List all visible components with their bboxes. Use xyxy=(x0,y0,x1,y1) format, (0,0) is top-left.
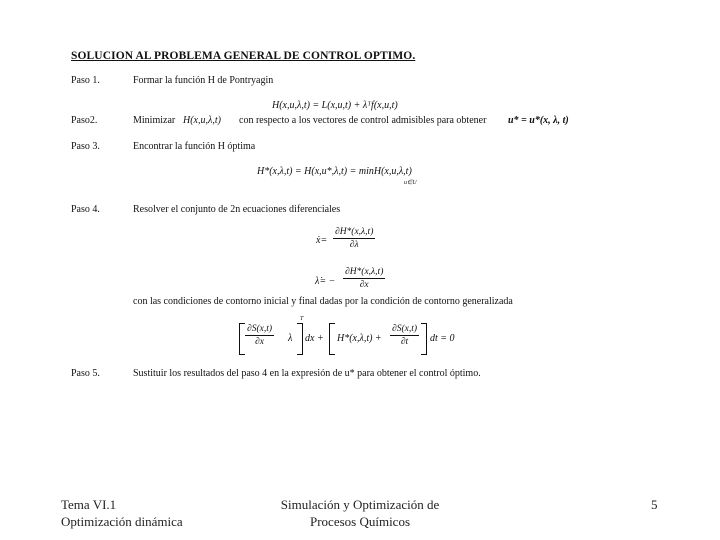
footer-topic: Tema VI.1 xyxy=(61,497,117,512)
boundary-left-bracket-2 xyxy=(329,323,335,355)
step-5-label: Paso 5. xyxy=(71,368,100,379)
hamiltonian-equation: H(x,u,λ,t) = L(x,u,t) + λᵀf(x,u,t) xyxy=(272,100,398,111)
xdot-lhs: ẋ= xyxy=(316,235,328,246)
boundary-mid: H*(x,λ,t) + xyxy=(337,333,382,344)
page-number: 5 xyxy=(651,497,658,512)
step-2-label: Paso2. xyxy=(71,115,98,126)
footer-center xyxy=(275,496,445,530)
boundary-lambda: λ xyxy=(288,333,293,344)
step-2-text-after: con respecto a los vectores de control admisibles para obtener xyxy=(239,115,487,126)
boundary-denominator-2: ∂t xyxy=(400,337,409,347)
lambdadot-numerator: ∂H*(x,λ,t) xyxy=(345,267,384,277)
xdot-denominator: ∂λ xyxy=(349,240,359,250)
boundary-denominator-1: ∂x xyxy=(255,337,264,347)
step-3-text: Encontrar la función H óptima xyxy=(133,141,256,152)
step-1-text: Formar la función H de Pontryagin xyxy=(133,75,274,86)
h-optimal-equation: H*(x,λ,t) = H(x,u*,λ,t) = minH(x,u,λ,t) xyxy=(257,166,412,177)
xdot-fraction xyxy=(333,227,375,250)
lambdadot-denominator: ∂x xyxy=(359,280,369,290)
step-2-result: u* = u*(x, λ, t) xyxy=(508,115,569,126)
boundary-dx: dx + xyxy=(305,333,324,344)
footer-left xyxy=(61,496,183,530)
step-3-label: Paso 3. xyxy=(71,141,100,152)
boundary-end: dt = 0 xyxy=(430,333,455,344)
boundary-fraction-2 xyxy=(390,324,419,347)
footer-subject: Optimización dinámica xyxy=(61,514,183,529)
boundary-numerator-2: ∂S(x,t) xyxy=(392,324,418,334)
document-title: SOLUCION AL PROBLEMA GENERAL DE CONTROL OPTIMO. xyxy=(71,50,416,62)
step-1-label: Paso 1. xyxy=(71,75,100,86)
footer-course-line-2: Procesos Químicos xyxy=(309,514,411,529)
lambdadot-fraction xyxy=(343,267,385,290)
boundary-right-bracket-2 xyxy=(421,323,427,355)
boundary-fraction-1 xyxy=(245,324,274,347)
lambdadot-lhs: λ̇= − xyxy=(315,276,336,287)
xdot-numerator: ∂H*(x,λ,t) xyxy=(335,227,374,237)
boundary-numerator-1: ∂S(x,t) xyxy=(247,324,273,334)
step-4-text-2: con las condiciones de contorno inicial y final dadas por la condición de contorno generalizada xyxy=(133,296,513,307)
boundary-transpose: T xyxy=(300,316,304,322)
step-2-text-before: Minimizar xyxy=(133,115,176,126)
step-4-text: Resolver el conjunto de 2n ecuaciones diferenciales xyxy=(133,204,341,215)
h-optimal-subscript: u∈U xyxy=(404,180,417,186)
step-5-text: Sustituir los resultados del paso 4 en la expresión de u* para obtener el control óptimo. xyxy=(133,368,481,379)
boundary-right-bracket xyxy=(297,323,303,355)
step-2-expression: H(x,u,λ,t) xyxy=(183,115,221,126)
step-4-label: Paso 4. xyxy=(71,204,100,215)
footer-course-line-1: Simulación y Optimización de xyxy=(280,497,440,512)
